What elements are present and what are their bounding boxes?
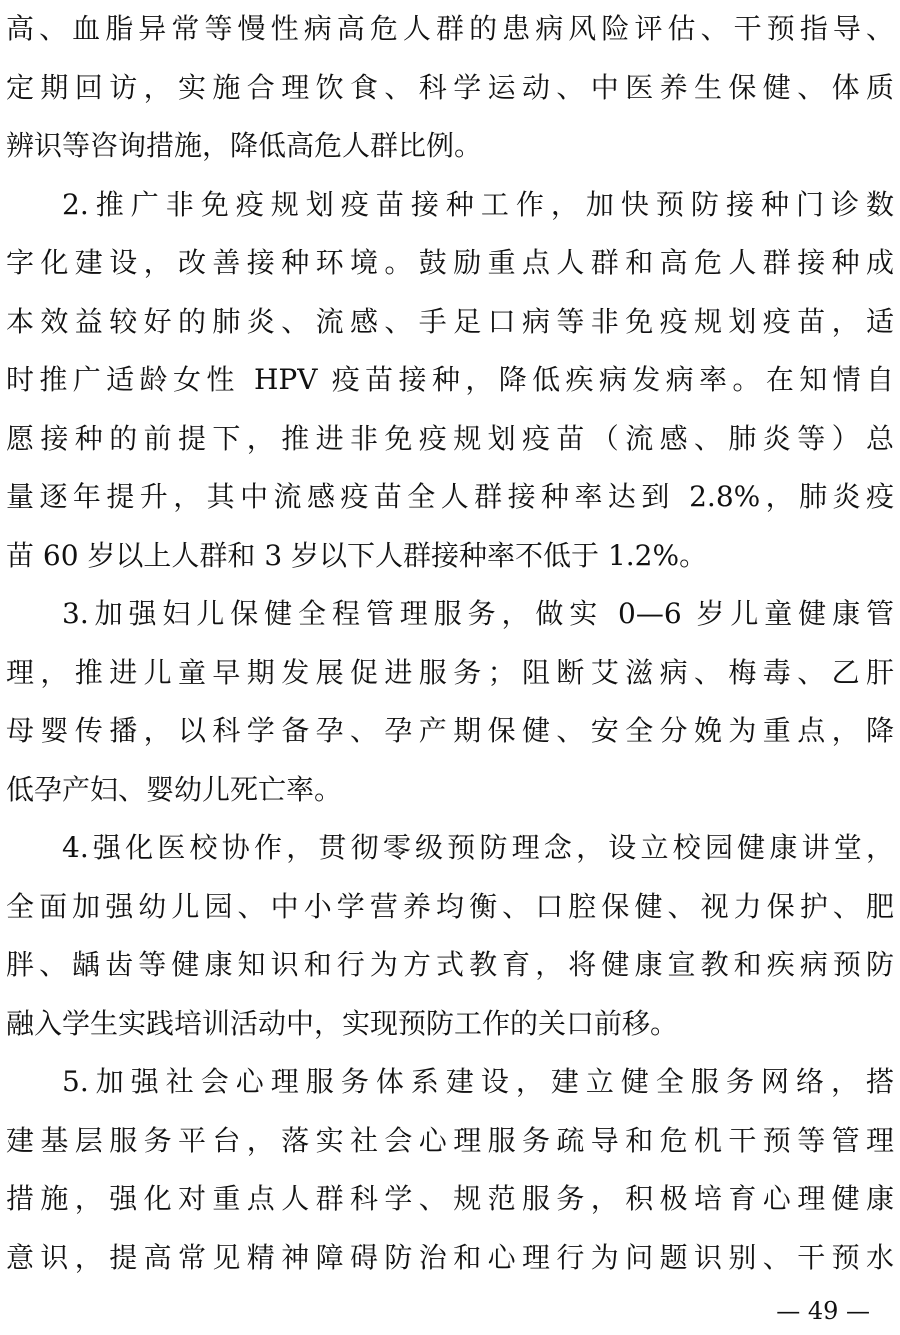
- text-line: 5.加强社会心理服务体系建设，建立健全服务网络，搭: [62, 1065, 894, 1098]
- text-line: 量逐年提升，其中流感疫苗全人群接种率达到 2.8%，肺炎疫: [6, 480, 894, 513]
- text-line: 全面加强幼儿园、中小学营养均衡、口腔保健、视力保护、肥: [6, 889, 894, 923]
- text-line: 定期回访，实施合理饮食、科学运动、中医养生保健、体质: [6, 70, 894, 104]
- text-line: 本效益较好的肺炎、流感、手足口病等非免疫规划疫苗，适: [6, 304, 894, 338]
- text-line: 时推广适龄女性 HPV 疫苗接种，降低疾病发病率。在知情自: [6, 363, 894, 396]
- text-line: 辨识等咨询措施，降低高危人群比例。: [6, 129, 483, 162]
- text-line: 低孕产妇、婴幼儿死亡率。: [6, 772, 343, 806]
- text-line: 愿接种的前提下，推进非免疫规划疫苗（流感、肺炎等）总: [6, 421, 894, 455]
- text-line: 融入学生实践培训活动中，实现预防工作的关口前移。: [6, 1006, 679, 1040]
- text-line: 理，推进儿童早期发展促进服务；阻断艾滋病、梅毒、乙肝: [6, 655, 894, 689]
- text-line: 措施，强化对重点人群科学、规范服务，积极培育心理健康: [6, 1182, 894, 1215]
- text-line: 建基层服务平台，落实社会心理服务疏导和危机干预等管理: [6, 1123, 894, 1157]
- text-line: 高、血脂异常等慢性病高危人群的患病风险评估、干预指导、: [6, 12, 894, 45]
- text-line: 苗 60 岁以上人群和 3 岁以下人群接种率不低于 1.2%。: [6, 538, 708, 572]
- text-line: 母婴传播，以科学备孕、孕产期保健、安全分娩为重点，降: [6, 714, 894, 747]
- text-line: 2.推广非免疫规划疫苗接种工作，加快预防接种门诊数: [62, 187, 894, 221]
- text-line: 4.强化医校协作，贯彻零级预防理念，设立校园健康讲堂，: [62, 831, 894, 864]
- text-line: 字化建设，改善接种环境。鼓励重点人群和高危人群接种成: [6, 246, 894, 279]
- text-line: 胖、龋齿等健康知识和行为方式教育，将健康宣教和疾病预防: [6, 948, 894, 981]
- page-number: — 49 —: [776, 1297, 870, 1325]
- text-line: 3.加强妇儿保健全程管理服务，做实 0—6 岁儿童健康管: [62, 597, 894, 630]
- text-line: 意识，提高常见精神障碍防治和心理行为问题识别、干预水: [6, 1240, 894, 1274]
